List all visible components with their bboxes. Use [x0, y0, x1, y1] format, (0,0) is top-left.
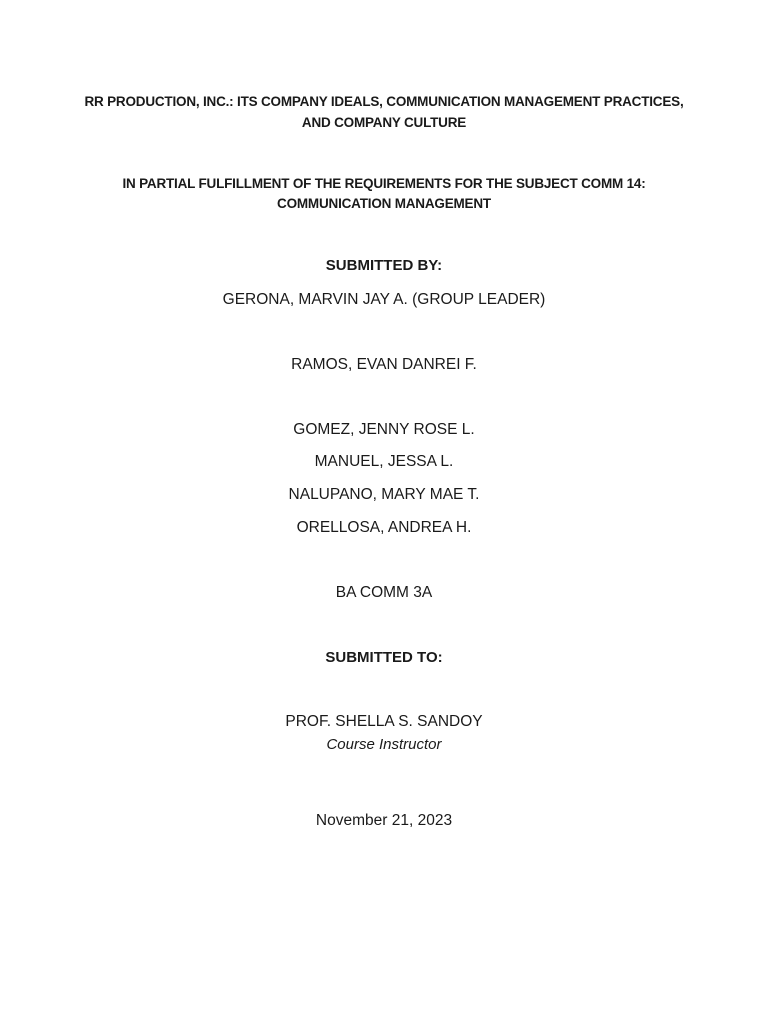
instructor-role: Course Instructor [326, 736, 442, 753]
title-line-1: RR PRODUCTION, INC.: ITS COMPANY IDEALS, COMMUNICATION MANAGEMENT PRACTICES, [84, 94, 684, 109]
member-name: ORELLOSA, ANDREA H. [296, 519, 472, 536]
fulfillment-line-1: IN PARTIAL FULFILLMENT OF THE REQUIREMENTS FOR THE SUBJECT COMM 14: [122, 176, 646, 191]
member-name: RAMOS, EVAN DANREI F. [291, 356, 477, 373]
fulfillment-line-2: COMMUNICATION MANAGEMENT [277, 196, 491, 211]
class-section: BA COMM 3A [335, 584, 433, 601]
submission-date: November 21, 2023 [315, 812, 453, 829]
member-name: GOMEZ, JENNY ROSE L. [293, 421, 475, 438]
member-name: MANUEL, JESSA L. [314, 453, 454, 470]
member-name: NALUPANO, MARY MAE T. [288, 486, 480, 503]
member-name: GERONA, MARVIN JAY A. (GROUP LEADER) [222, 291, 546, 308]
instructor-name: PROF. SHELLA S. SANDOY [285, 713, 483, 730]
submitted-to-heading: SUBMITTED TO: [325, 649, 443, 666]
submitted-by-heading: SUBMITTED BY: [325, 257, 443, 274]
title-line-2: AND COMPANY CULTURE [301, 115, 467, 130]
